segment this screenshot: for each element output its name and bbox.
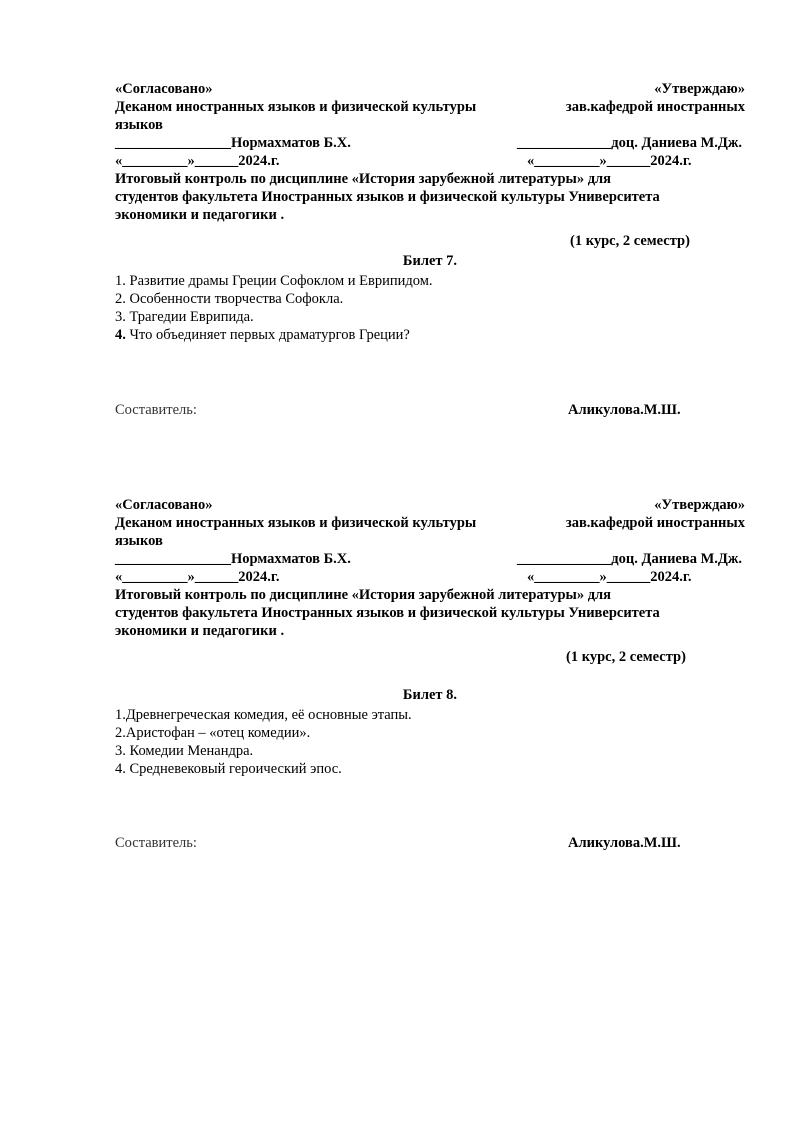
position-row [115,514,745,532]
date-row [115,152,745,170]
agreed-label: «Согласовано» [115,497,213,513]
compiler-label: Составитель: [115,402,197,418]
question-item: 1. Развитие драмы Греции Софоклом и Еврипидом. [115,273,433,289]
exam-title [115,170,745,224]
course-label: (1 курс, 2 семестр) [566,649,686,665]
signature-left: ________________Нормахматов Б.Х. [115,135,351,151]
question-item: 3. Комедии Менандра. [115,743,254,759]
question-item: 2.Аристофан – «отец комедии». [115,725,311,741]
date-left: «_________»______2024.г. [115,153,280,169]
header-row [115,80,745,98]
approve-label: «Утверждаю» [654,497,745,513]
question-item: 1.Древнегреческая комедия, её основные этапы. [115,707,412,723]
signature-right: _____________доц. Даниева М.Дж. [517,135,742,151]
dean-text: Деканом иностранных языков и физической культуры [115,99,477,115]
signature-right: _____________доц. Даниева М.Дж. [517,551,742,567]
wrap-row [115,116,745,134]
question-item: 4. Что объединяет первых драматургов Греции? [115,327,410,343]
question-item: 3. Трагедии Еврипида. [115,309,254,325]
dean-text: Деканом иностранных языков и физической культуры [115,515,477,531]
ticket-number: Билет 7. [402,253,458,269]
question-item: 4. Средневековый героический эпос. [115,761,342,777]
wrap-text: языков [115,533,163,549]
head-text: зав.кафедрой иностранных [565,515,745,531]
exam-title-line: экономики и педагогики . [115,623,285,639]
exam-title-line: Итоговый контроль по дисциплине «История зарубежной литературы» для [115,171,612,187]
question-list [115,272,433,344]
ticket-block [115,496,745,851]
compiler-name: Аликулова.М.Ш. [568,835,681,851]
signature-row [115,550,745,568]
question-item: 2. Особенности творчества Софокла. [115,291,344,307]
approve-label: «Утверждаю» [654,81,745,97]
ticket-block [115,80,745,418]
compiler-label: Составитель: [115,835,197,851]
exam-title-line: Итоговый контроль по дисциплине «История зарубежной литературы» для [115,587,612,603]
wrap-row [115,532,745,550]
agreed-label: «Согласовано» [115,81,213,97]
position-row [115,98,745,116]
date-right: «_________»______2024.г. [527,569,692,585]
compiler-row [115,401,745,419]
exam-title-line: экономики и педагогики . [115,207,285,223]
date-left: «_________»______2024.г. [115,569,280,585]
signature-left: ________________Нормахматов Б.Х. [115,551,351,567]
head-text: зав.кафедрой иностранных [565,99,745,115]
compiler-name: Аликулова.М.Ш. [568,402,681,418]
question-list [115,706,412,778]
date-row [115,568,745,586]
exam-title [115,586,745,640]
ticket-number: Билет 8. [402,687,458,703]
compiler-row [115,834,745,852]
header-row [115,496,745,514]
exam-title-line: студентов факультета Иностранных языков и физической культуры Университета [115,189,660,205]
signature-row [115,134,745,152]
date-right: «_________»______2024.г. [527,153,692,169]
wrap-text: языков [115,117,163,133]
course-label: (1 курс, 2 семестр) [570,233,690,249]
exam-title-line: студентов факультета Иностранных языков и физической культуры Университета [115,605,660,621]
